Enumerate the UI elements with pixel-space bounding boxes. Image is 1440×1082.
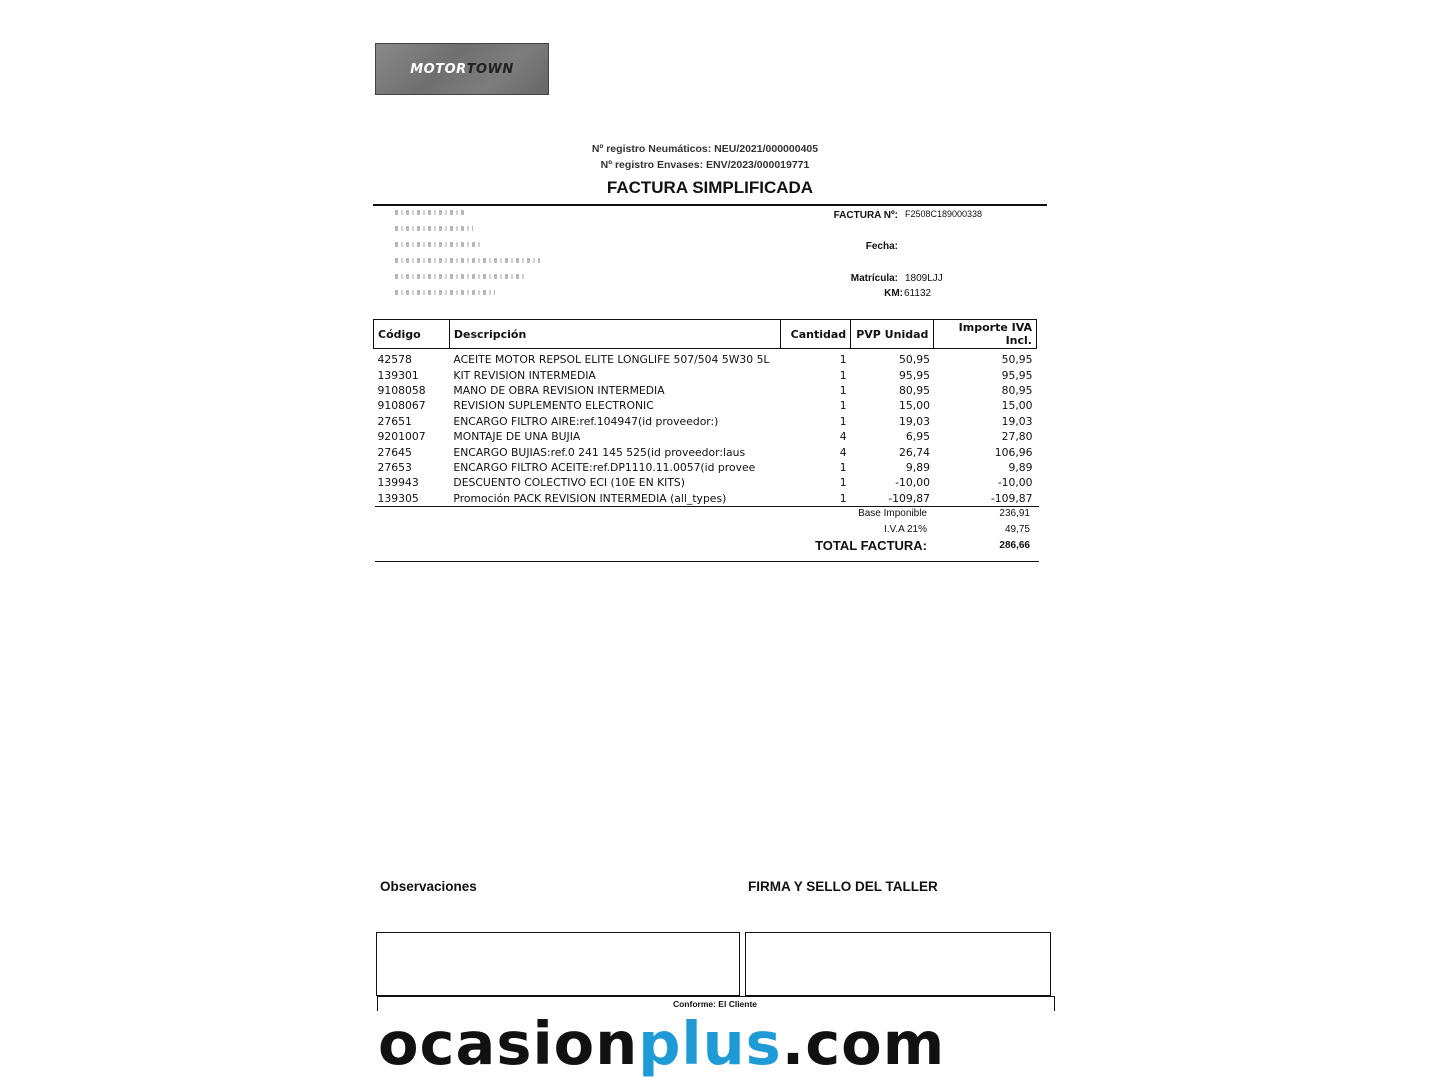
table-row: [374, 383, 1037, 398]
registro-envases: Nº registro Envases: ENV/2023/000019771: [600, 159, 810, 171]
observaciones-title: Observaciones: [380, 879, 477, 894]
factura-number-value: F2508C189000338: [905, 209, 983, 219]
fecha-label: Fecha:: [865, 241, 898, 252]
cell-description: REVISION SUPLEMENTO ELECTRONIC: [453, 399, 654, 413]
total-factura-value: 286,66: [999, 540, 1030, 551]
table-row: [374, 491, 1037, 506]
cell-code: 139301: [377, 368, 419, 382]
cell-description: KIT REVISION INTERMEDIA: [453, 368, 596, 382]
table-row: [374, 398, 1037, 413]
cell-code: 139943: [377, 476, 419, 490]
totals-divider-top: [375, 506, 1039, 507]
cell-unit-price: -109,87: [888, 491, 930, 505]
cell-description: ENCARGO FILTRO AIRE:ref.104947(id proveedor:): [453, 414, 719, 428]
logo-text-town: TOWN: [466, 61, 514, 77]
cell-quantity: 1: [839, 476, 847, 490]
matricula-label: Matrícula:: [850, 273, 898, 284]
cell-unit-price: 15,00: [899, 399, 930, 413]
cell-code: 27653: [377, 460, 412, 474]
factura-number-label: FACTURA Nº:: [833, 210, 898, 221]
document-title: FACTURA SIMPLIFICADA: [606, 178, 814, 197]
cell-unit-price: 26,74: [899, 445, 930, 459]
total-factura-label: TOTAL FACTURA:: [815, 538, 927, 553]
logo-text-motor: MOTOR: [410, 61, 467, 77]
header-divider: [373, 204, 1047, 206]
cell-amount: 19,03: [1001, 414, 1033, 428]
col-header-codigo: Código: [374, 320, 450, 349]
cell-quantity: 1: [839, 414, 847, 428]
cell-code: 9108058: [377, 383, 426, 397]
cell-description: Promoción PACK REVISION INTERMEDIA (all_types): [453, 491, 727, 505]
cell-amount: -10,00: [997, 476, 1033, 490]
table-row: [374, 475, 1037, 490]
col-header-importe: Importe IVA Incl.: [934, 320, 1037, 349]
cell-description: ENCARGO BUJIAS:ref.0 241 145 525(id proveedor:laus: [453, 445, 746, 459]
cell-unit-price: -10,00: [895, 476, 930, 490]
km-value: 61132: [904, 288, 932, 299]
conforme-cliente-label: Conforme: El Cliente: [672, 999, 758, 1009]
cell-amount: 95,95: [1001, 368, 1033, 382]
cell-description: MONTAJE DE UNA BUJIA: [453, 430, 581, 444]
table-row: [374, 349, 1037, 368]
base-imponible-value: 236,91: [999, 508, 1030, 519]
col-header-cantidad: Cantidad: [780, 320, 851, 349]
cell-quantity: 4: [839, 445, 847, 459]
cell-unit-price: 50,95: [899, 353, 930, 367]
cell-amount: 27,80: [1001, 430, 1033, 444]
cell-amount: 80,95: [1001, 383, 1033, 397]
motortown-logo: [375, 43, 549, 95]
table-row: [374, 444, 1037, 459]
ocasionplus-watermark: [378, 1006, 945, 1082]
col-header-descripcion: Descripción: [449, 320, 780, 349]
cell-description: MANO DE OBRA REVISION INTERMEDIA: [453, 383, 665, 397]
table-row: [374, 367, 1037, 382]
cell-unit-price: 19,03: [899, 414, 930, 428]
cell-description: DESCUENTO COLECTIVO ECI (10E EN KITS): [453, 476, 686, 490]
cell-quantity: 1: [839, 383, 847, 397]
cell-quantity: 1: [839, 399, 847, 413]
cell-unit-price: 6,95: [905, 430, 930, 444]
base-imponible-label: Base Imponible: [858, 508, 927, 519]
table-row: [374, 429, 1037, 444]
cell-amount: 106,96: [994, 445, 1033, 459]
cell-quantity: 1: [839, 460, 847, 474]
totals-divider-bottom: [375, 561, 1039, 562]
cell-description: ENCARGO FILTRO ACEITE:ref.DP1110.11.0057(id provee: [453, 460, 756, 474]
cell-amount: 15,00: [1001, 399, 1033, 413]
col-header-pvp-unidad: PVP Unidad: [851, 320, 934, 349]
cell-quantity: 1: [839, 368, 847, 382]
registro-neumaticos: Nº registro Neumáticos: NEU/2021/000000405: [591, 143, 819, 155]
cell-quantity: 4: [839, 430, 847, 444]
observaciones-box: [376, 932, 740, 996]
iva-label: I.V.A 21%: [884, 524, 927, 535]
cell-amount: 9,89: [1008, 460, 1033, 474]
iva-value: 49,75: [1004, 524, 1030, 535]
cell-unit-price: 9,89: [905, 460, 930, 474]
cell-code: 42578: [377, 353, 412, 367]
cell-quantity: 1: [839, 353, 847, 367]
firma-sello-title: FIRMA Y SELLO DEL TALLER: [748, 879, 938, 894]
cell-unit-price: 95,95: [899, 368, 930, 382]
watermark-text-plus: plus: [638, 1009, 782, 1078]
cell-code: 27651: [377, 414, 412, 428]
table-row: [374, 414, 1037, 429]
table-header-row: [374, 320, 1037, 349]
cell-code: 139305: [377, 491, 419, 505]
cell-amount: 50,95: [1001, 353, 1033, 367]
watermark-text-ocasion: ocasion: [378, 1009, 639, 1078]
firma-sello-box: [745, 932, 1051, 996]
watermark-text-com: .com: [781, 1009, 946, 1078]
invoice-items-table: [373, 319, 1037, 506]
km-label: KM:: [884, 288, 903, 299]
matricula-value: 1809LJJ: [905, 273, 943, 284]
cell-code: 27645: [377, 445, 412, 459]
cell-description: ACEITE MOTOR REPSOL ELITE LONGLIFE 507/504 5W30 5L: [453, 353, 770, 367]
cell-amount: -109,87: [990, 491, 1033, 505]
cell-code: 9108067: [377, 399, 426, 413]
cell-unit-price: 80,95: [899, 383, 930, 397]
table-row: [374, 460, 1037, 475]
cell-code: 9201007: [377, 430, 426, 444]
cell-quantity: 1: [839, 491, 847, 505]
